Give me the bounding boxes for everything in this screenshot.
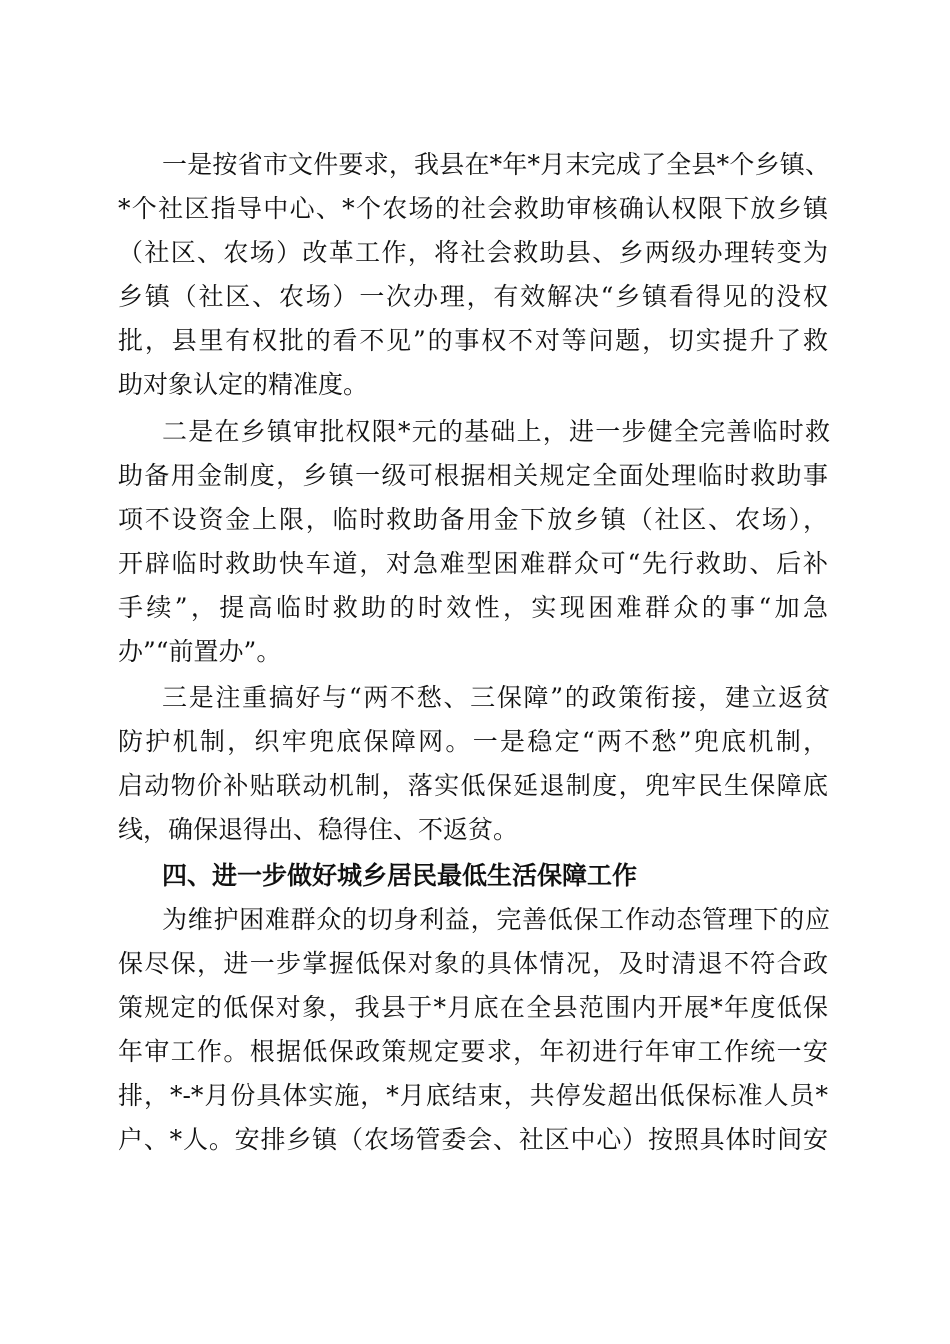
paragraph-3-line-1: 三是注重搞好与“两不愁、三保障”的政策衔接，建立返贫 [162,683,830,712]
paragraph-2-line-4: 开辟临时救助快车道，对急难型困难群众可“先行救助、后补 [118,549,828,578]
paragraph-2-line-3: 项不设资金上限，临时救助备用金下放乡镇（社区、农场）， [118,505,828,534]
paragraph-1-line-1: 一是按省市文件要求，我县在*年*月末完成了全县*个乡镇、 [162,150,830,179]
paragraph-4-line-4: 年审工作。根据低保政策规定要求，年初进行年审工作统一安 [118,1037,828,1066]
paragraph-1-line-2: *个社区指导中心、*个农场的社会救助审核确认权限下放乡镇 [118,194,828,223]
paragraph-1-line-4: 乡镇（社区、农场）一次办理，有效解决“乡镇看得见的没权 [118,282,828,311]
paragraph-1-line-6: 助对象认定的精准度。 [118,370,369,399]
paragraph-2-line-2: 助备用金制度，乡镇一级可根据相关规定全面处理临时救助事 [118,461,828,490]
paragraph-1-line-5: 批，县里有权批的看不见”的事权不对等问题，切实提升了救 [118,326,828,355]
paragraph-4-line-6: 户、*人。安排乡镇（农场管委会、社区中心）按照具体时间安 [118,1125,828,1154]
paragraph-2-line-1: 二是在乡镇审批权限*元的基础上，进一步健全完善临时救 [162,417,830,446]
section-heading-4: 四、进一步做好城乡居民最低生活保障工作 [162,861,638,890]
paragraph-3-line-4: 线，确保退得出、稳得住、不返贫。 [118,815,519,844]
paragraph-2-line-5: 手续”，提高临时救助的时效性，实现困难群众的事“加急 [118,593,828,622]
paragraph-3-line-3: 启动物价补贴联动机制，落实低保延退制度，兜牢民生保障底 [118,771,828,800]
paragraph-4-line-3: 策规定的低保对象，我县于*月底在全县范围内开展*年度低保 [118,993,828,1022]
paragraph-2-line-6: 办”“前置办”。 [118,637,282,666]
paragraph-4-line-2: 保尽保，进一步掌握低保对象的具体情况，及时清退不符合政 [118,949,828,978]
paragraph-4-line-1: 为维护困难群众的切身利益，完善低保工作动态管理下的应 [162,905,830,934]
paragraph-1-line-3: （社区、农场）改革工作，将社会救助县、乡两级办理转变为 [118,238,828,267]
paragraph-4-line-5: 排，*-*月份具体实施，*月底结束，共停发超出低保标准人员* [118,1081,828,1110]
paragraph-3-line-2: 防护机制，织牢兜底保障网。一是稳定“两不愁”兜底机制， [118,727,828,756]
